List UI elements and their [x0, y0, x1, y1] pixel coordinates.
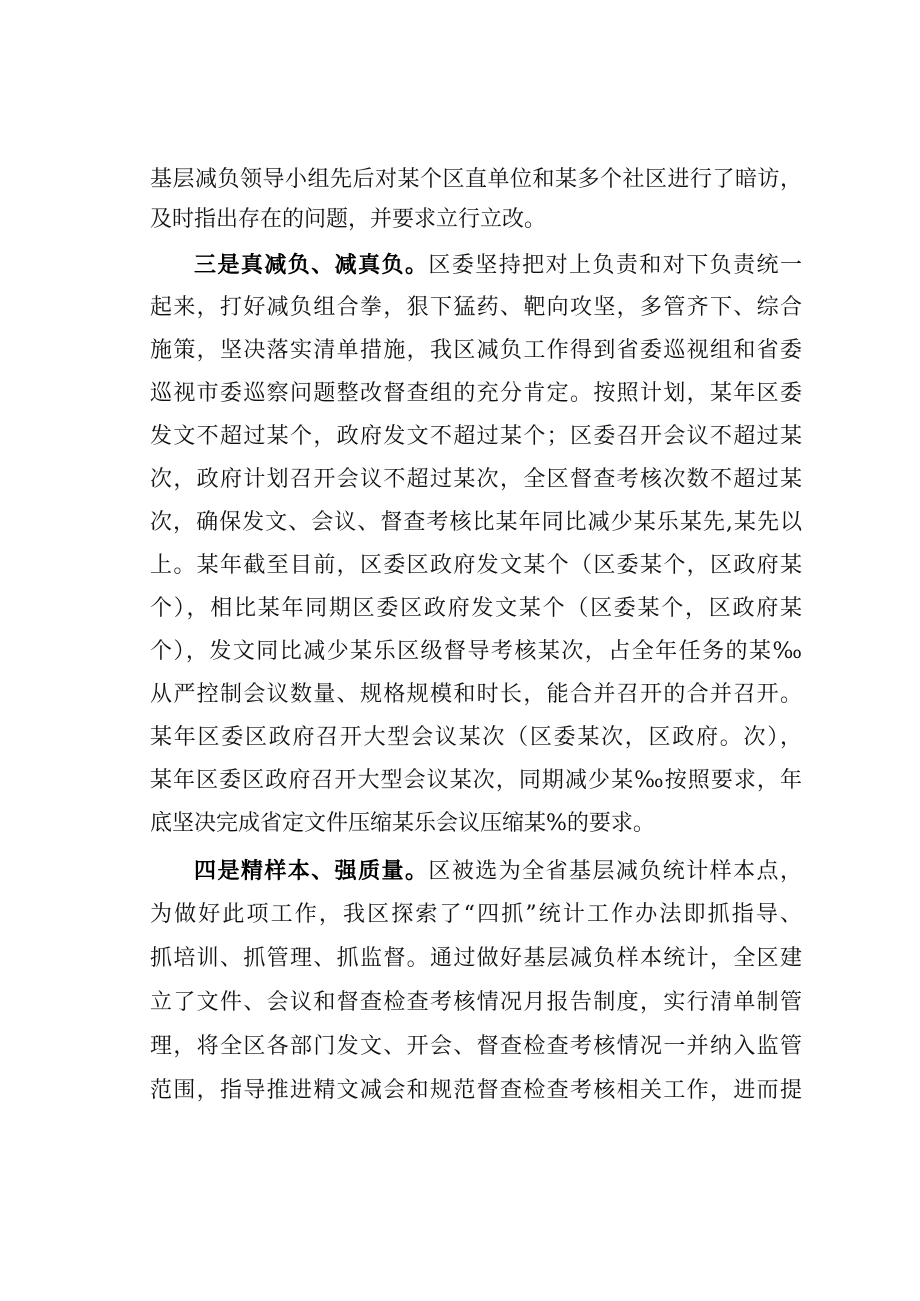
paragraph-2-line-1 — [194, 245, 802, 285]
paragraph-3-line-3: 抓培训、抓管理、抓监督。通过做好基层减负样本统计，全区建 — [150, 946, 802, 971]
paragraph-2-line-2: 起来，打好减负组合拳，狠下猛药、靶向攻坚，多管齐下、综合 — [150, 295, 802, 320]
paragraph-3-heading: 四是精样本、强质量。 — [194, 858, 429, 884]
paragraph-2-line-12: 某年区委区政府召开大型会议某次（区委某次，区政府。次）， — [150, 725, 802, 750]
paragraph-2-line-14: 底坚决完成省定文件压缩某乐会议压缩某%的要求。 — [150, 811, 655, 836]
paragraph-1-line-2: 及时指出存在的问题，并要求立行立改。 — [150, 207, 547, 232]
paragraph-3-line-1-text: 区被选为全省基层减负统计样本点， — [428, 859, 802, 884]
paragraph-2-heading: 三是真减负、减真负。 — [194, 252, 429, 278]
paragraph-2-line-8: 上。某年截至目前，区委区政府发文某个（区委某个，区政府某 — [150, 553, 802, 578]
paragraph-2-line-10: 个），发文同比减少某乐区级督导考核某次，占全年任务的某‰ — [150, 639, 802, 664]
paragraph-3-line-4: 立了文件、会议和督查检查考核情况月报告制度，实行清单制管 — [150, 990, 802, 1015]
paragraph-3-line-5: 理，将全区各部门发文、开会、督查检查考核情况一并纳入监管 — [150, 1034, 802, 1059]
paragraph-2-line-4: 巡视市委巡察问题整改督查组的充分肯定。按照计划，某年区委 — [150, 381, 802, 406]
paragraph-3-line-1 — [194, 851, 802, 891]
paragraph-2-line-5: 发文不超过某个，政府发文不超过某个；区委召开会议不超过某 — [150, 424, 802, 449]
paragraph-2-line-13: 某年区委区政府召开大型会议某次，同期减少某‰按照要求，年 — [150, 768, 802, 793]
paragraph-2-line-9: 个），相比某年同期区委区政府发文某个（区委某个，区政府某 — [150, 596, 802, 621]
paragraph-3-line-6: 范围，指导推进精文减会和规范督查检查考核相关工作，进而提 — [150, 1078, 802, 1103]
paragraph-1-line-1: 基层减负领导小组先后对某个区直单位和某多个社区进行了暗访， — [150, 167, 802, 192]
paragraph-2-line-3: 施策，坚决落实清单措施，我区减负工作得到省委巡视组和省委 — [150, 338, 802, 363]
paragraph-2-line-7: 次，确保发文、会议、督查考核比某年同比减少某乐某先,某先以 — [150, 510, 802, 535]
paragraph-2-line-6: 次，政府计划召开会议不超过某次，全区督查考核次数不超过某 — [150, 467, 802, 492]
paragraph-2-line-11: 从严控制会议数量、规格规模和时长，能合并召开的合并召开。 — [150, 682, 802, 707]
paragraph-3-line-2: 为做好此项工作，我区探索了“四抓”统计工作办法即抓指导、 — [150, 902, 802, 927]
paragraph-2-line-1-text: 区委坚持把对上负责和对下负责统一 — [428, 253, 802, 278]
